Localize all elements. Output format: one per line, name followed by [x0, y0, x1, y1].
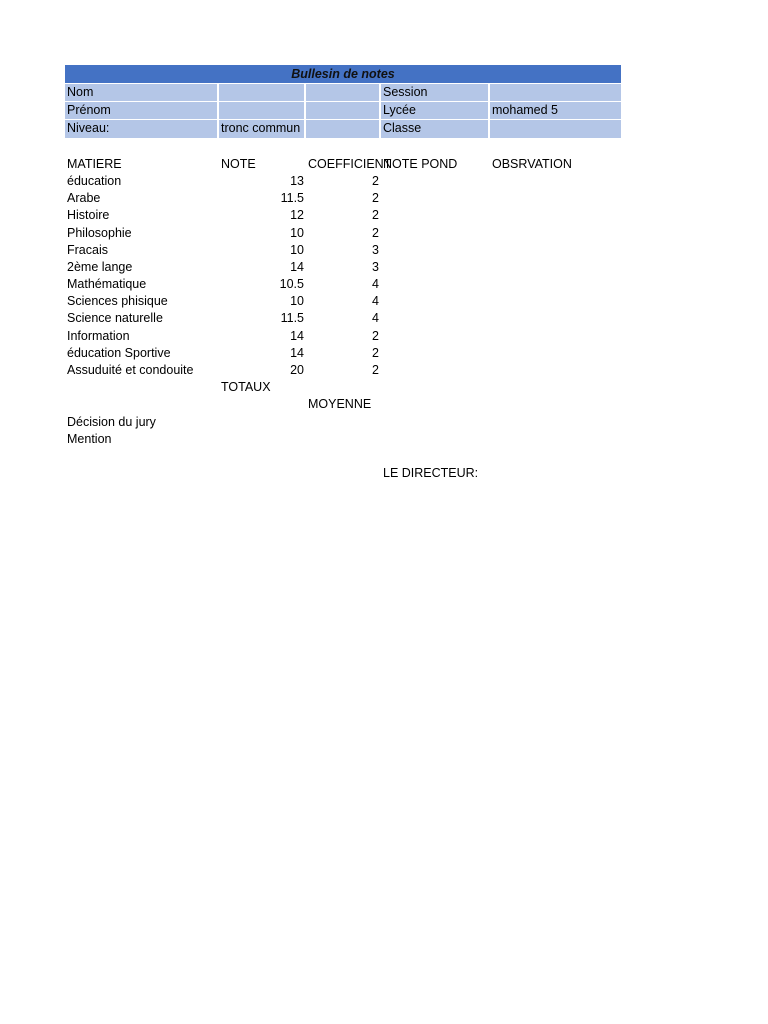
subject-note-pond[interactable]: [381, 173, 490, 190]
subject-coefficient: 2: [372, 191, 379, 206]
subject-observation[interactable]: [490, 293, 621, 310]
subject-coefficient: 4: [372, 294, 379, 309]
classe-value[interactable]: [490, 120, 621, 137]
directeur-row: [65, 465, 621, 482]
report-title: Bullesin de notes: [65, 65, 621, 83]
lycee-value[interactable]: mohamed 5: [490, 102, 621, 119]
subject-observation[interactable]: [490, 225, 621, 242]
subject-note: 11.5: [280, 311, 304, 326]
subject-note: 14: [290, 259, 304, 274]
classe-label: Classe: [381, 120, 490, 137]
header-matiere: MATIERE: [67, 156, 122, 171]
subject-observation[interactable]: [490, 362, 621, 379]
subject-name: 2ème lange: [67, 259, 133, 274]
subject-note: 10: [290, 242, 304, 257]
mention-row: [65, 431, 621, 448]
session-label: Session: [381, 84, 490, 101]
subject-name: Information: [67, 328, 130, 343]
subject-observation[interactable]: [490, 328, 621, 345]
nom-value[interactable]: [219, 84, 306, 101]
subject-note: 20: [290, 363, 304, 377]
subject-observation[interactable]: [490, 242, 621, 259]
subject-note: 11.5: [280, 191, 304, 206]
grade-row: [65, 362, 621, 379]
subject-note: 14: [290, 328, 304, 343]
totaux-row: [65, 379, 621, 396]
subject-note: 10: [290, 225, 304, 240]
grade-row: [65, 310, 621, 327]
subject-note: 10: [290, 294, 304, 309]
subject-observation[interactable]: [490, 173, 621, 190]
header-coefficient: COEFFICIENT: [308, 156, 392, 171]
subject-name: éducation: [67, 173, 122, 188]
subject-note-pond[interactable]: [381, 345, 490, 362]
nom-extra-cell[interactable]: [306, 84, 381, 101]
grade-row: [65, 242, 621, 259]
info-row-nom: [65, 84, 621, 101]
subject-name: Science naturelle: [67, 311, 163, 326]
subject-name: Mathématique: [67, 277, 147, 292]
prenom-label: Prénom: [65, 102, 219, 119]
lycee-label: Lycée: [381, 102, 490, 119]
nom-label: Nom: [65, 84, 219, 101]
subject-coefficient: 4: [372, 311, 379, 326]
decision-label: Décision du jury: [67, 414, 156, 429]
subject-note: 13: [290, 173, 304, 188]
grade-row: [65, 293, 621, 310]
moyenne-label: MOYENNE: [308, 397, 372, 412]
mention-label: Mention: [67, 431, 112, 446]
session-value[interactable]: [490, 84, 621, 101]
subject-observation[interactable]: [490, 190, 621, 207]
moyenne-row: [65, 396, 621, 413]
subject-coefficient: 2: [372, 345, 379, 360]
niveau-extra-cell[interactable]: [306, 120, 381, 137]
subject-note-pond[interactable]: [381, 190, 490, 207]
prenom-value[interactable]: [219, 102, 306, 119]
subject-name: Sciences phisique: [67, 294, 168, 309]
prenom-extra-cell[interactable]: [306, 102, 381, 119]
grade-row: [65, 173, 621, 190]
header-note-pond: NOTE POND: [383, 156, 458, 171]
subject-observation[interactable]: [490, 310, 621, 327]
niveau-label: Niveau:: [65, 120, 219, 137]
grade-row: [65, 328, 621, 345]
subject-name: Histoire: [67, 208, 110, 223]
subject-coefficient: 2: [372, 225, 379, 240]
subject-note-pond[interactable]: [381, 259, 490, 276]
subject-coefficient: 2: [372, 363, 379, 377]
subject-name: Arabe: [67, 191, 101, 206]
header-observation: OBSRVATION: [492, 156, 572, 171]
info-row-niveau: [65, 120, 621, 137]
subject-observation[interactable]: [490, 259, 621, 276]
subject-note-pond[interactable]: [381, 293, 490, 310]
header-note: NOTE: [221, 156, 256, 171]
subject-note: 10.5: [279, 277, 304, 292]
report-card-sheet: [65, 65, 621, 482]
subject-coefficient: 4: [372, 277, 379, 292]
subject-name: éducation Sportive: [67, 345, 171, 360]
subject-note-pond[interactable]: [381, 242, 490, 259]
decision-row: [65, 414, 621, 431]
subject-observation[interactable]: [490, 345, 621, 362]
subject-note-pond[interactable]: [381, 362, 490, 379]
directeur-label: LE DIRECTEUR:: [383, 466, 479, 481]
subject-note: 12: [290, 208, 304, 223]
grade-row: [65, 259, 621, 276]
subject-name: Fracais: [67, 242, 108, 257]
totaux-label: TOTAUX: [221, 380, 271, 395]
grade-row: [65, 207, 621, 224]
subject-name: Assuduité et condouite: [67, 363, 194, 377]
grade-row: [65, 345, 621, 362]
subject-coefficient: 3: [372, 259, 379, 274]
subject-coefficient: 2: [372, 328, 379, 343]
grade-row: [65, 225, 621, 242]
grade-row: [65, 190, 621, 207]
subject-observation[interactable]: [490, 276, 621, 293]
subject-coefficient: 2: [372, 173, 379, 188]
subject-observation[interactable]: [490, 207, 621, 224]
niveau-value[interactable]: tronc commun: [219, 120, 306, 137]
subject-note-pond[interactable]: [381, 276, 490, 293]
spacer: [65, 139, 621, 156]
subject-name: Philosophie: [67, 225, 132, 240]
grade-row: [65, 276, 621, 293]
grades-header-row: [65, 156, 621, 173]
grades-table-body: [65, 173, 621, 379]
subject-note-pond[interactable]: [381, 328, 490, 345]
subject-note-pond[interactable]: [381, 225, 490, 242]
info-row-prenom: [65, 102, 621, 119]
subject-coefficient: 3: [372, 242, 379, 257]
subject-note-pond[interactable]: [381, 207, 490, 224]
subject-coefficient: 2: [372, 208, 379, 223]
subject-note: 14: [290, 345, 304, 360]
subject-note-pond[interactable]: [381, 310, 490, 327]
